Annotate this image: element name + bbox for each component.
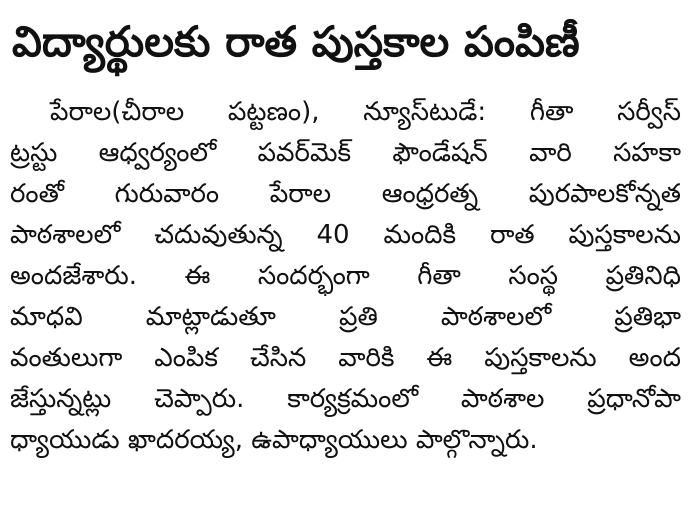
article-line: ట్రస్టు ఆధ్వర్యంలో పవర్‌మెక్ ఫౌండేషన్ వారి సహకా	[10, 138, 681, 168]
article-line: అందజేశారు. ఈ సందర్భంగా గీతా సంస్థ ప్రతినిధి	[10, 261, 681, 291]
article-line: పేరాల(చీరాల పట్టణం), న్యూస్‌టుడే: గీతా సర్వీస్	[50, 97, 681, 127]
article-body	[10, 92, 681, 461]
article-line: జేస్తున్నట్లు చెప్పారు. కార్యక్రమంలో పాఠశాల ప్రధానోపా	[10, 384, 681, 414]
article-line: పాఠశాలలో చదువుతున్న 40 మందికి రాత పుస్తకాలను	[10, 220, 681, 250]
article-line: రంతో గురువారం పేరాల ఆంధ్రరత్న పురపాలకోన్నత	[10, 179, 681, 209]
article-line: ధ్యాయుడు ఖాదరయ్య, ఉపాధ్యాయులు పాల్గొన్నారు.	[10, 425, 538, 455]
article-line: వంతులుగా ఎంపిక చేసిన వారికి ఈ పుస్తకాలను అంద	[10, 343, 681, 373]
article-line: మాధవి మాట్లాడుతూ ప్రతి పాఠశాలలో ప్రతిభా	[10, 302, 681, 332]
headline: విద్యార్థులకు రాత పుస్తకాల పంపిణీ	[12, 17, 580, 66]
